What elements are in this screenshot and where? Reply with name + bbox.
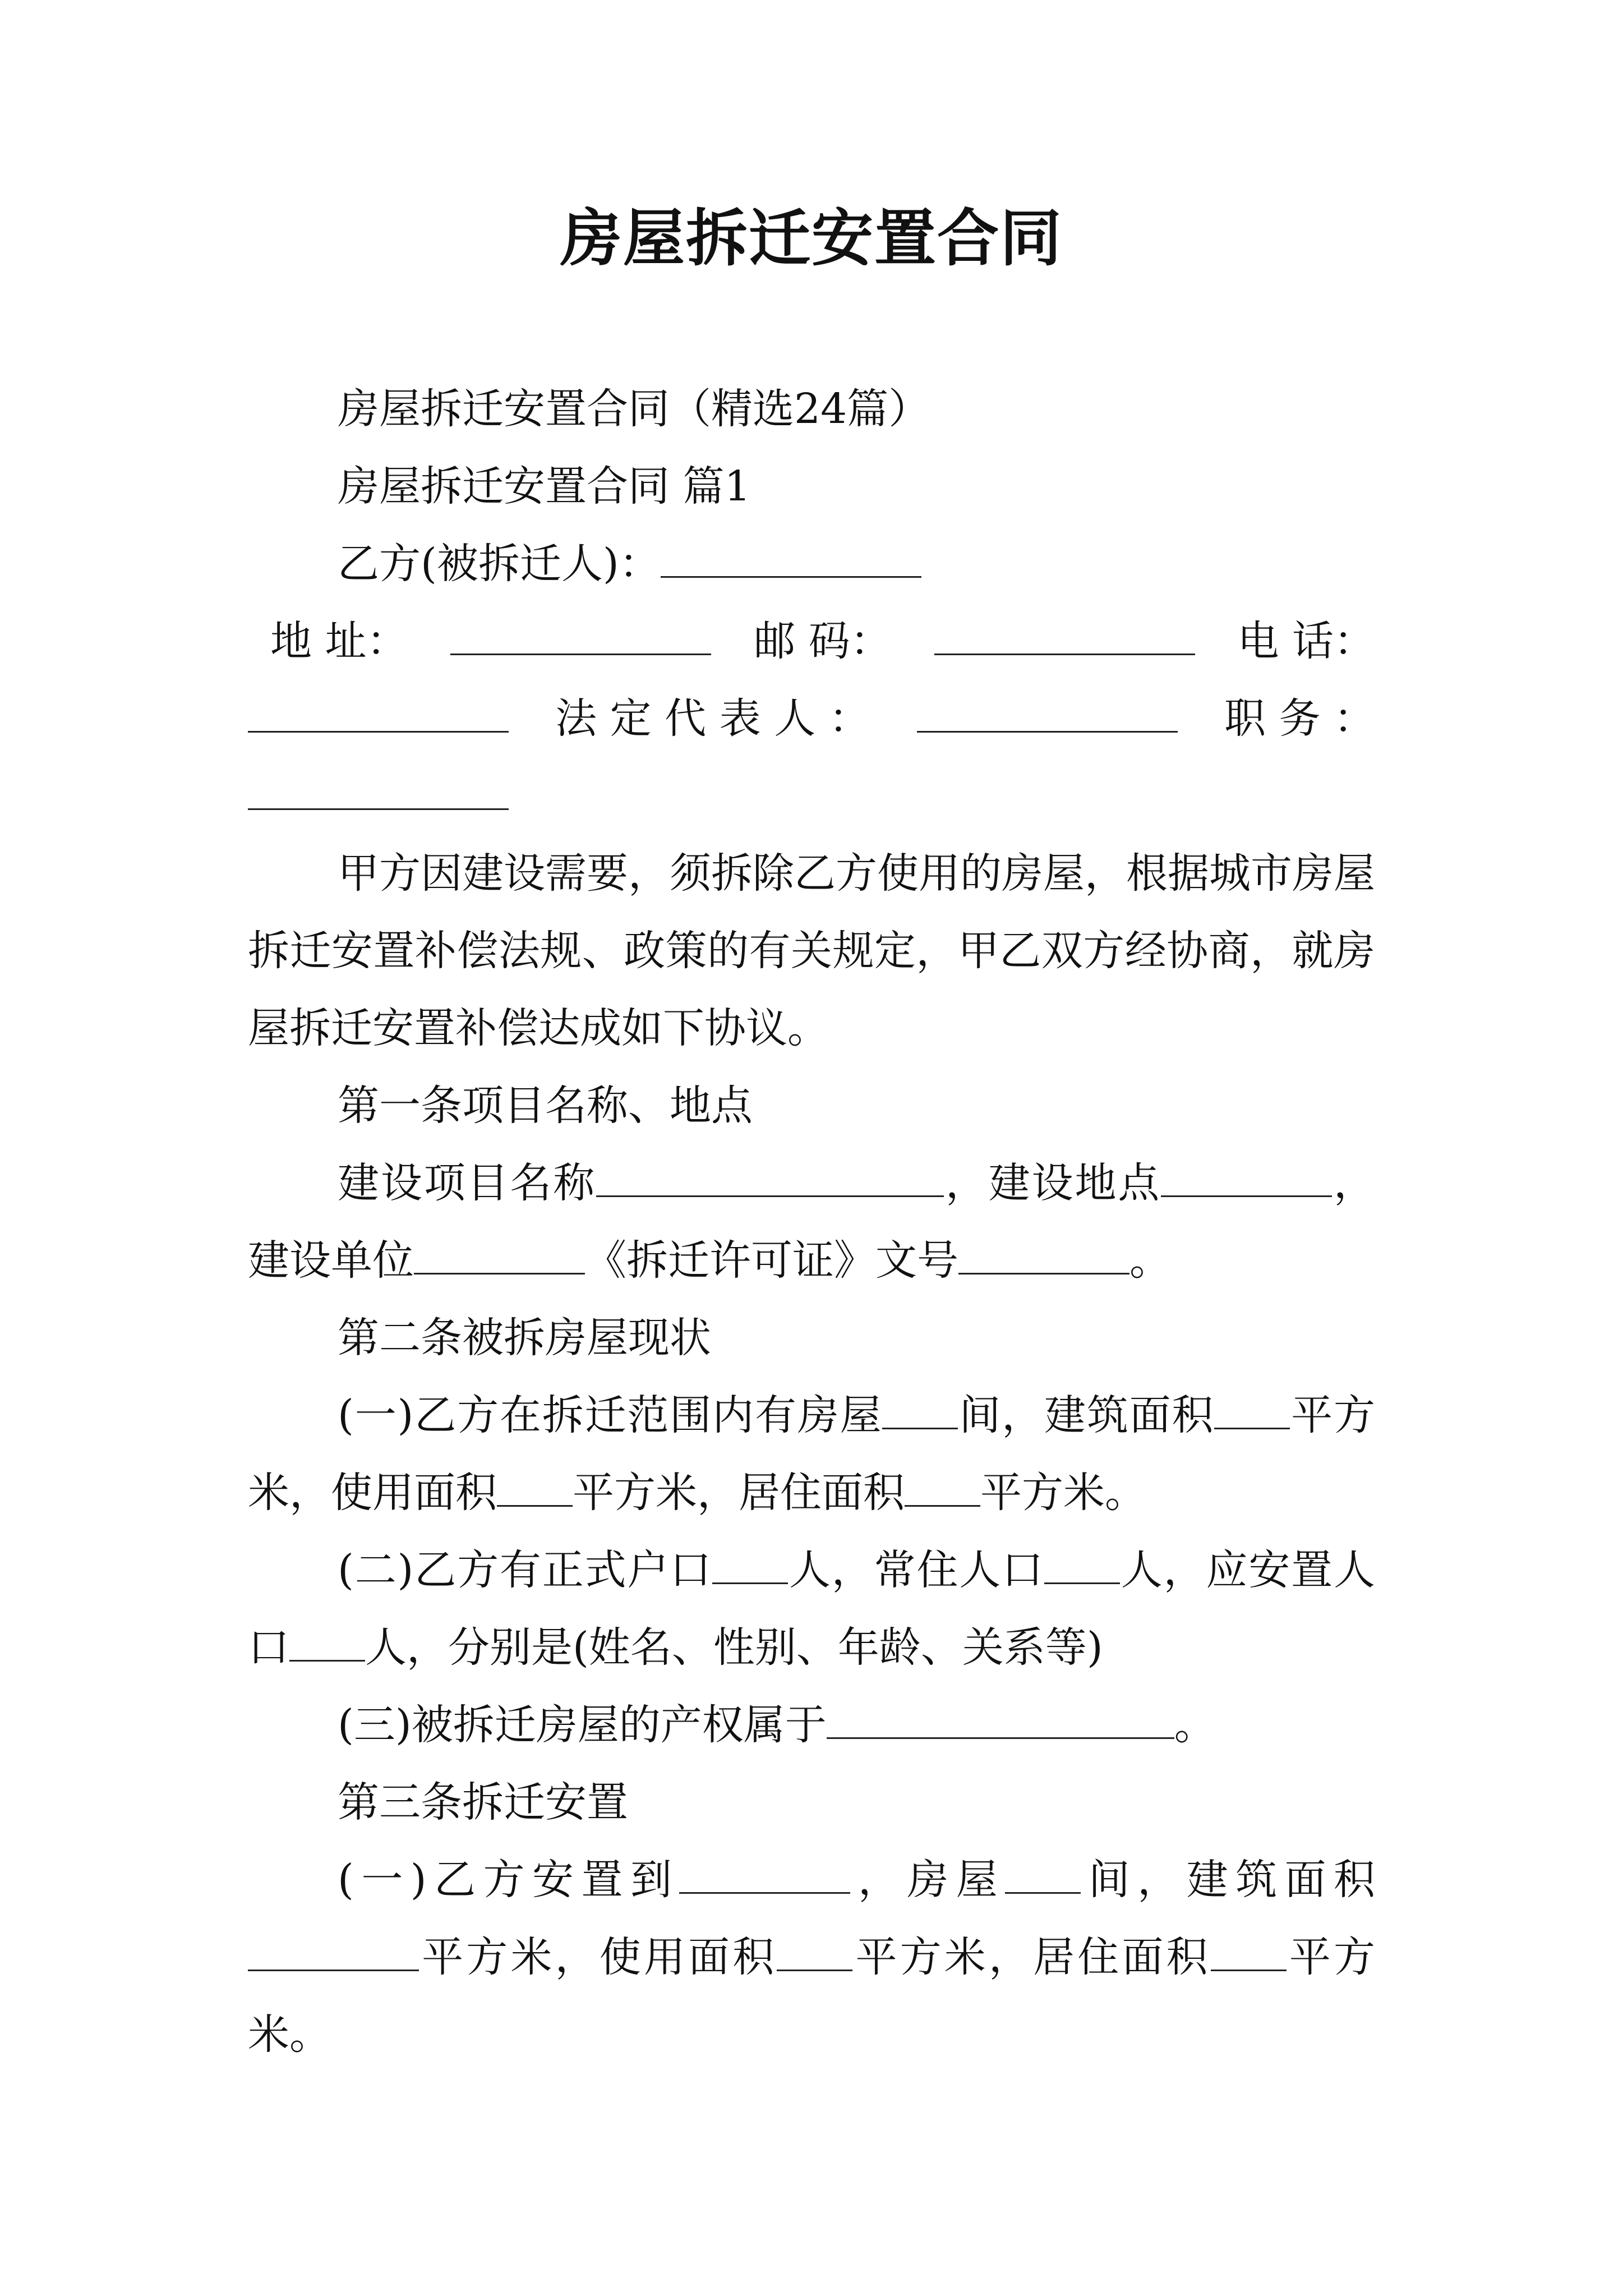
article1-text <box>248 1144 1375 1299</box>
article2-item1 <box>248 1377 1375 1531</box>
contact-line <box>248 602 1375 680</box>
document-body <box>248 370 1375 2073</box>
location-blank <box>1161 1161 1332 1197</box>
position-blank-line <box>248 757 1375 835</box>
article1-heading: 第一条项目名称、地点 <box>338 1082 753 1130</box>
address-blank <box>450 619 711 655</box>
unit-label: 建设单位 <box>248 1236 414 1285</box>
resident-blank <box>1044 1548 1120 1584</box>
text-segment: (二)乙方有正式户口 <box>338 1546 713 1594</box>
resettle-location-blank <box>679 1857 850 1894</box>
text-segment: 人，分别是(姓名、性别、年龄、关系等) <box>365 1623 1103 1672</box>
phone-blank <box>248 696 509 733</box>
text-segment: (一)乙方安置到 <box>338 1856 680 1904</box>
position-blank <box>248 774 509 810</box>
text-segment: 平方米，居住面积 <box>852 1933 1211 1981</box>
text-segment: 间，建筑面积 <box>958 1391 1215 1439</box>
legal-rep-label: 法 定 代 表 人 ： <box>555 694 870 743</box>
permit-blank <box>958 1238 1129 1274</box>
new-rooms-blank <box>1005 1857 1081 1894</box>
registered-blank <box>712 1548 788 1584</box>
article3-heading: 第三条拆迁安置 <box>338 1778 628 1826</box>
text-segment: 平方米。 <box>248 1933 1376 2059</box>
comma: ， <box>1332 1159 1376 1207</box>
article2-heading: 第二条被拆房屋现状 <box>338 1314 711 1362</box>
location-label: 建设地点 <box>988 1159 1161 1207</box>
project-name-blank <box>596 1161 944 1197</box>
legal-rep-blank <box>917 696 1178 733</box>
article2-item2 <box>248 1531 1375 1686</box>
unit-blank <box>414 1238 585 1274</box>
usable-area-blank <box>497 1470 573 1507</box>
postcode-blank <box>934 619 1195 655</box>
resettle-blank <box>289 1625 365 1662</box>
comma: ， <box>944 1159 989 1207</box>
text-segment: ，房屋 <box>850 1856 1006 1904</box>
legal-rep-line <box>248 680 1375 757</box>
subtitle: 房屋拆迁安置合同（精选24篇） <box>338 385 930 433</box>
new-living-area-blank <box>1211 1935 1287 1971</box>
party-b-line <box>248 525 1375 602</box>
period: 。 <box>1129 1236 1171 1285</box>
text-segment: 。 <box>1174 1701 1216 1749</box>
postcode-label: 邮 码： <box>754 617 892 665</box>
party-b-blank <box>661 541 921 578</box>
position-label: 职 务 ： <box>1224 694 1375 743</box>
article3-item1 <box>248 1841 1375 2073</box>
article2-item3 <box>248 1686 1375 1764</box>
text-segment: 平方米，使用面积 <box>419 1933 777 1981</box>
text-segment: (一)乙方在拆迁范围内有房屋 <box>338 1391 883 1439</box>
address-label: 地 址： <box>270 617 408 665</box>
text-segment: 平方米，使用面积 <box>248 1391 1376 1517</box>
part-heading: 房屋拆迁安置合同 篇1 <box>338 462 751 510</box>
rooms-blank <box>882 1393 958 1429</box>
party-b-label: 乙方(被拆迁人)： <box>338 540 661 588</box>
text-segment: 平方米。 <box>980 1469 1146 1517</box>
permit-label: 《拆迁许可证》文号 <box>585 1236 958 1285</box>
text-segment: 平方米，居住面积 <box>573 1469 905 1517</box>
text-segment: (三)被拆迁房屋的产权属于 <box>338 1701 827 1749</box>
document-title: 房屋拆迁安置合同 <box>560 202 1063 274</box>
intro-paragraph: 甲方因建设需要，须拆除乙方使用的房屋，根据城市房屋拆迁安置补偿法规、政策的有关规定，甲乙双方经协商，就房屋拆迁安置补偿达成如下协议。 <box>248 849 1375 1052</box>
text-segment: 间，建筑面积 <box>1081 1856 1375 1904</box>
new-usable-area-blank <box>777 1935 852 1971</box>
building-area-blank <box>1214 1393 1290 1429</box>
project-name-label: 建设项目名称 <box>338 1159 597 1207</box>
new-building-area-blank <box>248 1935 419 1971</box>
living-area-blank <box>905 1470 980 1507</box>
ownership-blank <box>827 1703 1174 1739</box>
phone-label: 电 话： <box>1237 617 1375 665</box>
text-segment: 人，常住人口 <box>788 1546 1044 1594</box>
text-segment: 人，应安置人口 <box>248 1546 1375 1672</box>
